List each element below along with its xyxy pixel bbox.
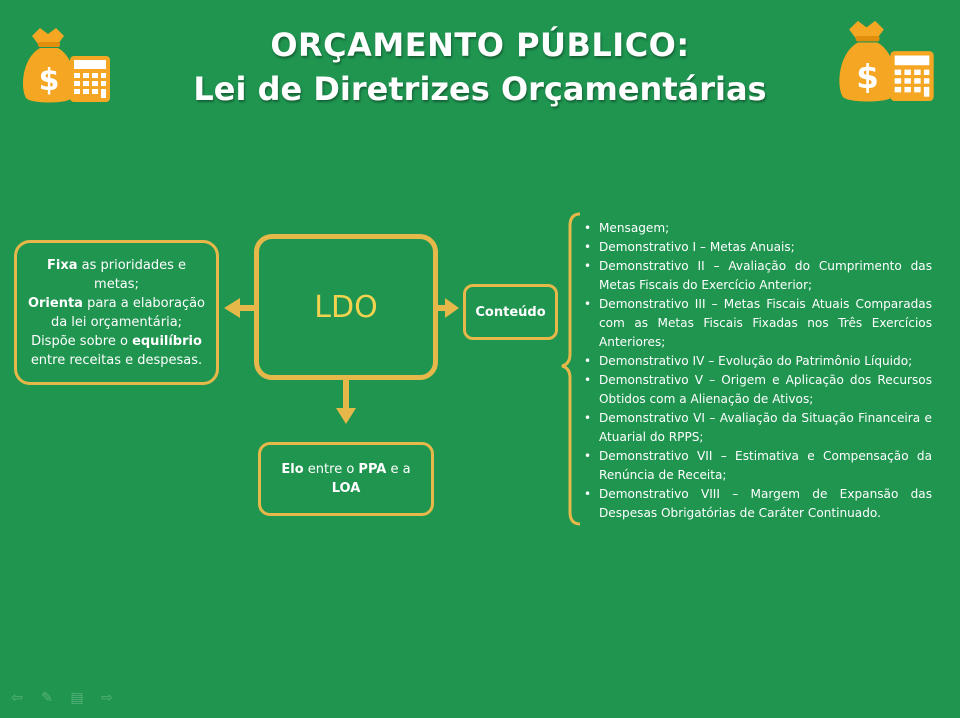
list-item: • Demonstrativo II – Avaliação do Cumprimento das Metas Fiscais do Exercício Anterior; [584,257,932,295]
link-text [281,460,410,498]
elo-text: entre o [303,462,359,477]
arrow-to-left-box-shaft [238,305,254,311]
arrow-to-left-box-head [224,298,240,318]
dispoe-rest-text: entre receitas e despesas. [30,352,203,368]
arrow-to-bottom-shaft [343,380,349,410]
arrow-to-bottom-head [336,408,356,424]
list-item: • Demonstrativo VI – Avaliação da Situação Financeira e Atuarial do RPPS; [584,409,932,447]
content-brace [562,214,580,524]
back-arrow-icon[interactable]: ⇦ [11,690,23,706]
orienta-text: para a elaboração da lei orçamentária; [50,295,206,330]
content-label: Conteúdo [475,304,546,320]
fixa-bold: Fixa [47,257,78,273]
loa-bold: LOA [331,481,361,496]
list-item: • Mensagem; [584,219,932,238]
title-line-2: Lei de Diretrizes Orçamentárias [193,70,767,108]
equilibrio-bold: equilíbrio [132,333,202,349]
ldo-label: LDO [314,289,378,325]
slides-icon[interactable]: ▤ [70,690,84,706]
orienta-bold: Orienta [27,295,83,311]
title-line-1: ORÇAMENTO PÚBLICO: [270,26,690,64]
list-item: • Demonstrativo IV – Evolução do Patrimônio Líquido; [584,352,932,371]
pen-icon[interactable]: ✎ [41,690,53,706]
arrow-to-content-head [445,298,459,318]
dispoe-text: Dispõe sobre o [31,333,133,349]
presentation-nav [6,690,118,706]
list-item: • Demonstrativo VIII – Margem de Expansão das Despesas Obrigatórias de Caráter Continuado. [584,485,932,523]
link-box [258,442,434,516]
content-list [584,219,932,523]
elo-bold: Elo [281,462,304,477]
svg-text:$: $ [38,63,60,98]
ldo-center-box [254,234,438,380]
elo-text-2: e a [386,462,411,477]
list-item: • Demonstrativo V – Origem e Aplicação dos Recursos Obtidos com a Alienação de Ativos; [584,371,932,409]
ldo-functions-text [27,256,206,370]
ldo-functions-box [14,240,219,385]
content-box [463,284,558,340]
svg-text:$: $ [856,57,879,96]
list-item: • Demonstrativo III – Metas Fiscais Atuais Comparadas com as Metas Fiscais Fixadas nos Três Exercícios Anteriores; [584,295,932,352]
forward-arrow-icon[interactable]: ⇨ [101,690,113,706]
ppa-bold: PPA [358,462,387,477]
list-item: • Demonstrativo I – Metas Anuais; [584,238,932,257]
fixa-text: as prioridades e metas; [77,257,186,292]
list-item: • Demonstrativo VII – Estimativa e Compensação da Renúncia de Receita; [584,447,932,485]
